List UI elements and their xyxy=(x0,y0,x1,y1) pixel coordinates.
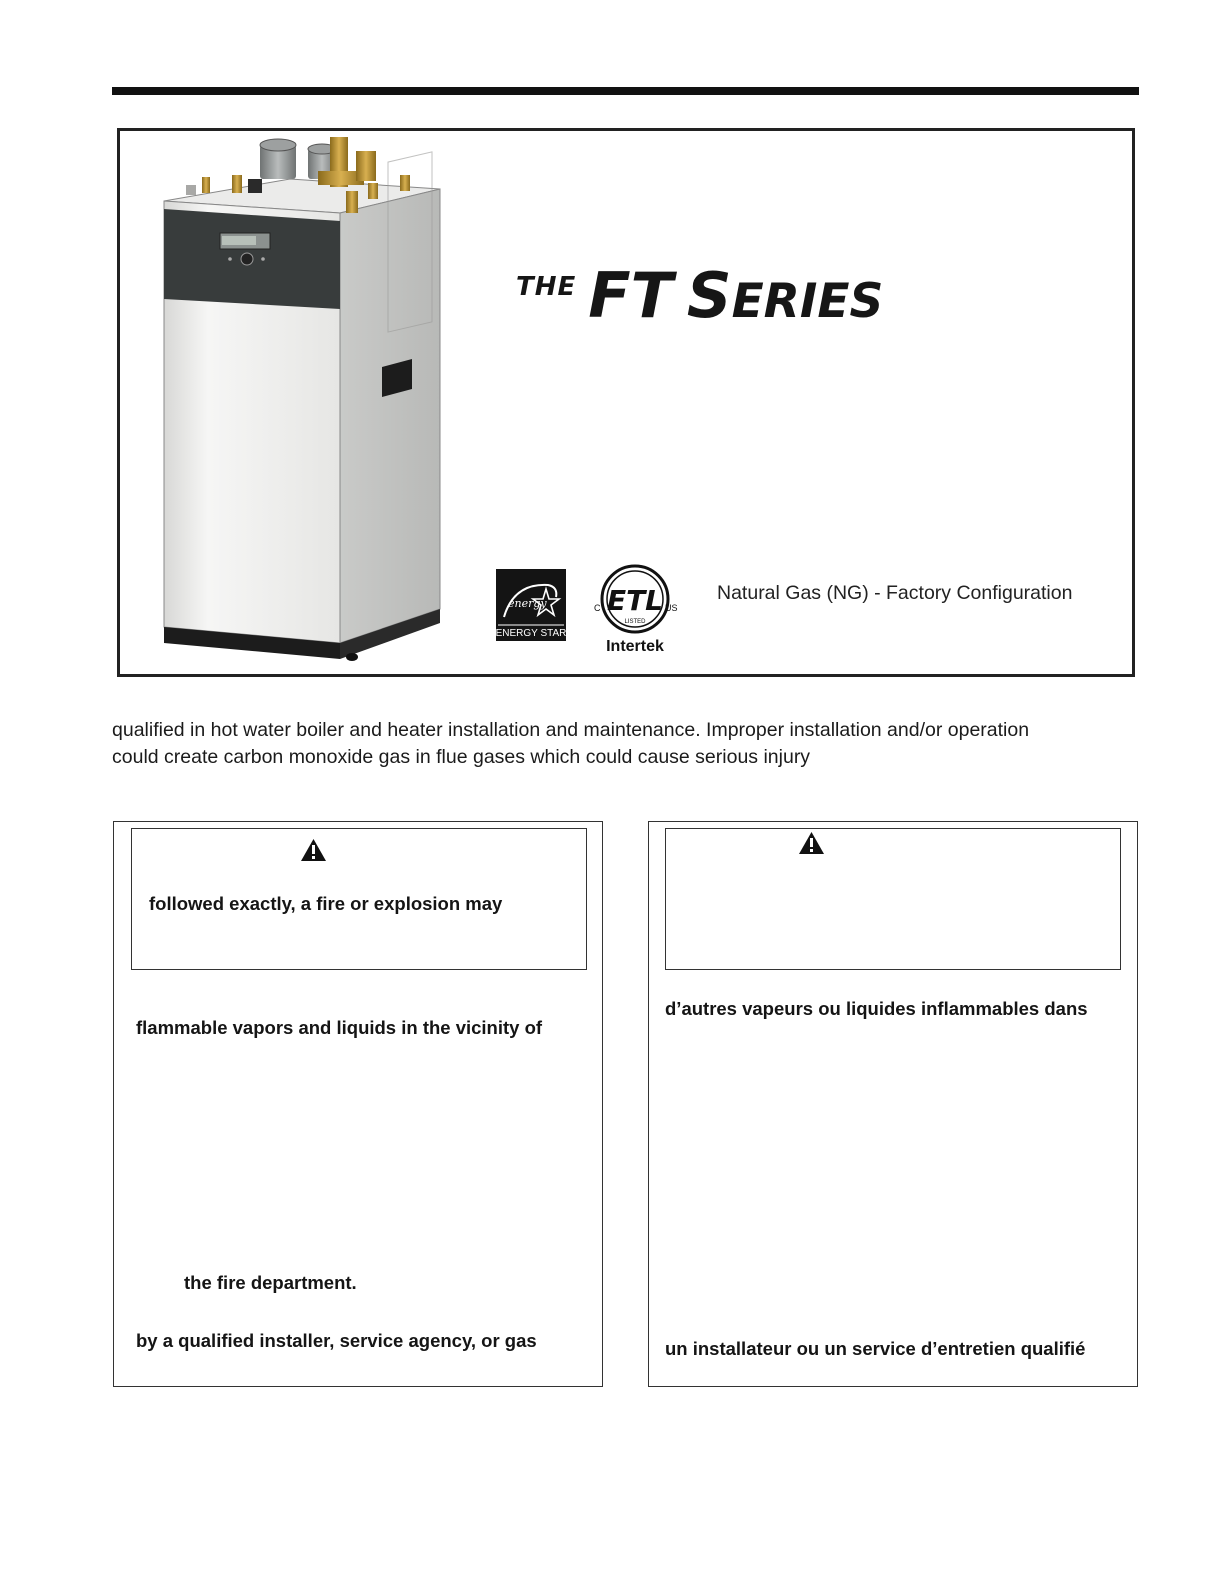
warning-panel-french xyxy=(648,821,1138,1387)
boiler-image xyxy=(150,131,450,671)
warning-header-box-fr xyxy=(665,828,1121,970)
warning-header-box xyxy=(131,828,587,970)
title-s: S xyxy=(686,259,732,332)
etl-us: US xyxy=(665,603,678,613)
etl-listed: LISTED xyxy=(624,619,646,625)
warning-en-line-4: by a qualified installer, service agency, or gas xyxy=(136,1330,537,1351)
etl-intertek-logo xyxy=(592,563,678,655)
warning-en-line-1: followed exactly, a fire or explosion may xyxy=(149,893,503,914)
cover-frame xyxy=(117,128,1135,677)
warning-fr-line-1: d’autres vapeurs ou liquides inflammables dans xyxy=(665,998,1088,1019)
configuration-text: Natural Gas (NG) - Factory Configuration xyxy=(717,582,1073,604)
warning-fr-line-2: un installateur ou un service d’entretien qualifié xyxy=(665,1338,1086,1359)
header-rule xyxy=(112,87,1139,95)
series-title xyxy=(516,259,883,332)
energy-script-text: energy xyxy=(508,597,547,610)
etl-c: C xyxy=(594,603,601,613)
title-eries: ERIES xyxy=(731,274,884,329)
warning-triangle-icon xyxy=(300,838,327,862)
energy-star-logo xyxy=(496,569,566,641)
warning-en-line-2: flammable vapors and liquids in the vicinity of xyxy=(136,1017,543,1038)
energy-star-label: ENERGY STAR xyxy=(496,628,566,639)
intro-line-1: qualified in hot water boiler and heater installation and maintenance. Improper installation and/or operation xyxy=(112,719,1030,741)
title-the: THE xyxy=(516,272,577,302)
etl-mark: ETL xyxy=(606,584,664,617)
intro-line-2: could create carbon monoxide gas in flue gases which could cause serious injury xyxy=(112,746,811,768)
title-ft: FT xyxy=(588,259,673,332)
warning-en-line-3: the fire department. xyxy=(184,1272,357,1293)
warning-panel-english xyxy=(113,821,603,1387)
warning-triangle-icon xyxy=(798,831,825,855)
intertek-label: Intertek xyxy=(606,638,664,655)
